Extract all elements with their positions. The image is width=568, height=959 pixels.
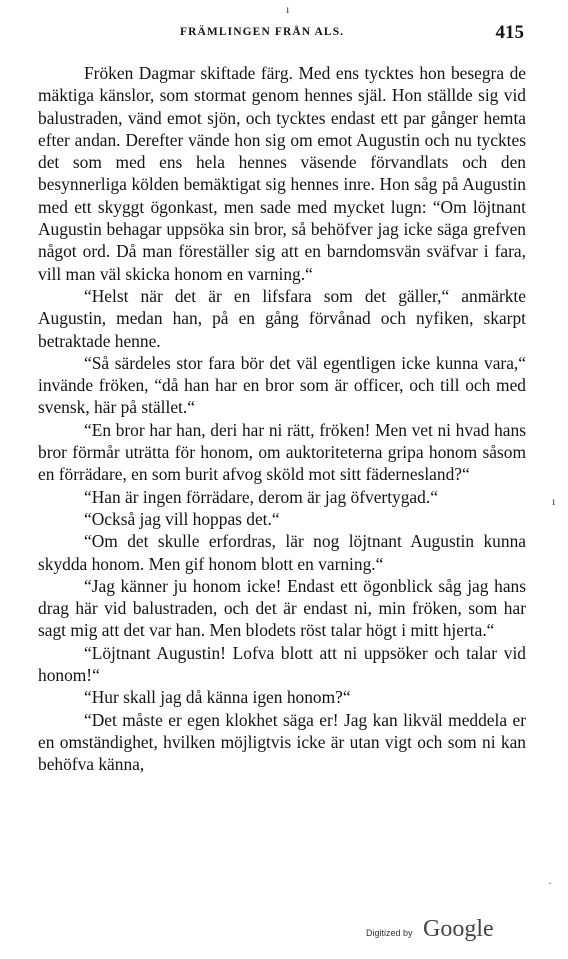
- stray-mark-top: ı: [286, 2, 290, 16]
- paragraph: “Så särdeles stor fara bör det väl egentligen icke kunna vara,“ invände fröken, “då han har en bror som är officer, och till och med svensk, här på stället.“: [38, 352, 526, 418]
- digitized-by-label: Digitized by: [366, 928, 413, 938]
- running-head: FRÄMLINGEN FRÅN ALS.: [180, 26, 345, 38]
- stray-mark-right-2: ·: [548, 876, 552, 890]
- body-text: [38, 62, 526, 776]
- paragraph: “Löjtnant Augustin! Lofva blott att ni uppsöker och talar vid honom!“: [38, 642, 526, 686]
- paragraph: “Också jag vill hoppas det.“: [84, 508, 280, 529]
- stray-mark-right-1: ı: [552, 494, 556, 508]
- paragraph: “Det måste er egen klokhet säga er! Jag kan likväl meddela er en omständighet, hvilken möjligtvis icke är utan vigt och som ni kan behöfva känna,: [38, 709, 526, 775]
- paragraph: “En bror har han, deri har ni rätt, fröken! Men vet ni hvad hans bror förmår uträtta för honom, om auktoriteterna gripa honom såsom en förrädare, en som burit afvog sköld mot sitt fädernesland?“: [38, 419, 526, 485]
- digitization-watermark: [366, 918, 506, 948]
- paragraph: “Han är ingen förrädare, derom är jag öfvertygad.“: [84, 486, 438, 507]
- google-logo: Google: [423, 916, 494, 942]
- page-number: 415: [495, 22, 524, 43]
- paragraph: “Om det skulle erfordras, lär nog löjtnant Augustin kunna skydda honom. Men gif honom blott en varning.“: [38, 531, 526, 574]
- paragraph: Fröken Dagmar skiftade färg. Med ens tycktes hon besegra de mäktiga känslor, som stormat genom hennes själ. Hon ställde sig vid balustraden, vänd emot sjön, och tycktes endast ett par gånger hemta efter andan. Derefter vände hon sig om emot Augustin och nu tycktes det som med ens hela hennes väsende förvandlats och den besynnerliga kölden bemäktigat sig hennes inre. Hon såg på Augustin med ett skyggt ögonkast, men sade med mycket lugn: “Om löjtnant Augustin behagar uppsöka sin bror, så behöfver jag icke säga grefven något ord. Då man föreställer sig att en barndomsvän sväfvar i fara, vill man väl skicka honom en varning.“: [38, 63, 526, 284]
- paragraph: “Helst när det är en lifsfara som det gäller,“ anmärkte Augustin, medan han, på en gång förvånad och nyfiken, skarpt betraktade henne.: [38, 285, 526, 351]
- paragraph: “Jag känner ju honom icke! Endast ett ögonblick såg jag hans drag här vid balustraden, och det är endast ni, min fröken, som har sagt mig att det var han. Men blodets röst talar högt i mitt hjerta.“: [38, 575, 526, 641]
- paragraph: “Hur skall jag då känna igen honom?“: [84, 687, 351, 708]
- page-header: [40, 22, 526, 44]
